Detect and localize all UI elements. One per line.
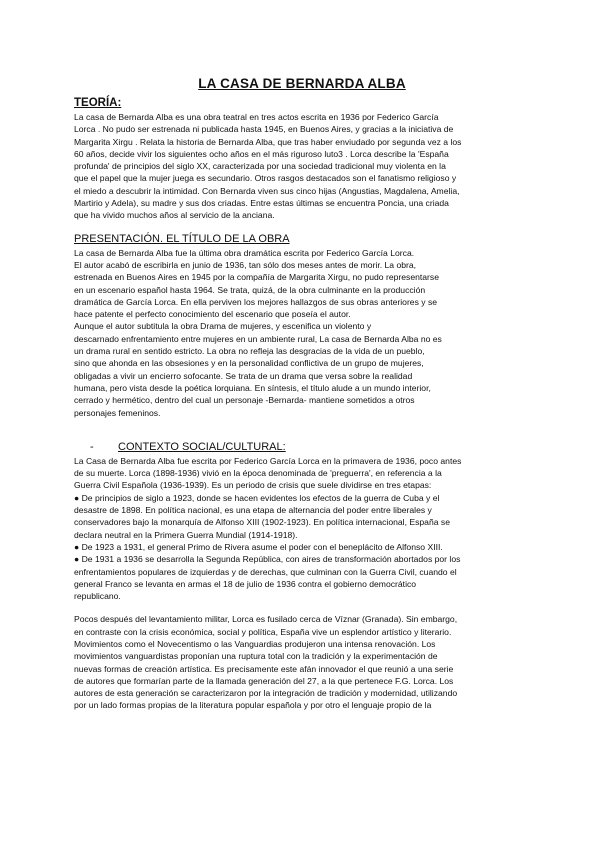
- paragraph-line: Lorca . No pudo ser estrenada ni publicada hasta 1945, en Buenos Aires, y gracias a la iniciativa de: [74, 124, 454, 135]
- paragraph-line: por un lado formas propias de la literatura popular española y por otro el lenguaje propio de la: [74, 700, 432, 711]
- paragraph-line: Aunque el autor subtitula la obra Drama de mujeres, y escenifica un violento y: [74, 321, 372, 332]
- paragraph-line: republicano.: [74, 591, 121, 602]
- paragraph-line: hace patente el perfecto conocimiento del escenario que poseía el autor.: [74, 309, 351, 320]
- paragraph-line: un drama rural en sentido estricto. La obra no refleja las desgracias de la vida de un pueblo,: [74, 346, 425, 357]
- paragraph-line: La casa de Bernarda Alba fue la última obra dramática escrita por Federico García Lorca.: [74, 247, 415, 258]
- paragraph-line: de su muerte. Lorca (1898-1936) vivió en la época denominada de 'preguerra', en referencia a la: [74, 468, 442, 479]
- paragraph-line: el miedo a descubrir la intimidad. Con Bernarda viven sus cinco hijas (Angustias, Magdalena, Amelia,: [74, 185, 460, 196]
- teoria-paragraph: [74, 111, 530, 222]
- document-title: LA CASA DE BERNARDA ALBA: [198, 76, 406, 91]
- contexto-heading-row: [90, 441, 530, 453]
- paragraph-line: 60 años, decide vivir los siguientes ocho años en el más riguroso luto3 . Lorca describe la 'España: [74, 148, 449, 159]
- paragraph-line: Pocos después del levantamiento militar, Lorca es fusilado cerca de Víznar (Granada). Sin embargo,: [74, 614, 458, 625]
- paragraph-line: declara neutral en la Primera Guerra Mundial (1914-1918).: [74, 529, 298, 540]
- paragraph-line: nuevas formas de creación artística. Es precisamente este afán innovador el que reunió a una serie: [74, 663, 454, 674]
- paragraph-line: de autores que formarían parte de la llamada generación del 27, a la que pertenece F.G. Lorca. Los: [74, 675, 454, 686]
- paragraph-line: descarnado enfrentamiento entre mujeres en un ambiente rural, La casa de Bernarda Alba no es: [74, 333, 442, 344]
- paragraph-line: profunda' de principios del siglo XX, caracterizada por una sociedad tradicional muy violenta en la: [74, 161, 446, 172]
- paragraph-line: La Casa de Bernarda Alba fue escrita por Federico García Lorca en la primavera de 1936, poco antes: [74, 455, 462, 466]
- list-dash: -: [90, 440, 94, 453]
- paragraph-line: Movimientos como el Novecentismo o las Vanguardias produjeron una intensa renovación. Los: [74, 638, 436, 649]
- paragraph-line: dramática de García Lorca. En ella perviven los mejores hallazgos de sus obras anteriores y se: [74, 296, 438, 307]
- presentacion-heading: PRESENTACIÓN. EL TÍTULO DE LA OBRA: [74, 232, 290, 245]
- paragraph-line: Margarita Xirgu . Relata la historia de Bernarda Alba, que tras haber enviudado por segunda vez a los: [74, 136, 462, 147]
- paragraph-line: estrenada en Buenos Aires en 1945 por la compañía de Margarita Xirgu, no pudo representarse: [74, 272, 439, 283]
- teoria-heading: TEORÍA:: [74, 97, 122, 109]
- contexto-paragraph: [74, 455, 530, 603]
- paragraph-line: La casa de Bernarda Alba es una obra teatral en tres actos escrita en 1936 por Federico García: [74, 112, 439, 122]
- paragraph-line: conservadores bajo la monarquía de Alfonso XIII (1902-1923). En política internacional, España se: [74, 517, 450, 528]
- paragraph-line: personajes femeninos.: [74, 407, 161, 418]
- paragraph-line: movimientos vanguardistas proponían una ruptura total con la tradición y la experimentación de: [74, 651, 438, 662]
- paragraph-line: Martirio y Adela), su madre y sus dos criadas. Entre estas últimas se encuentra Poncia, una criada: [74, 198, 449, 209]
- paragraph-line: sino que ahonda en las obsesiones y en la personalidad conflictiva de un grupo de mujeres,: [74, 358, 424, 369]
- paragraph-line: humana, pero vista desde la poética lorquiana. En síntesis, el título alude a un mundo interior,: [74, 382, 431, 393]
- contexto-paragraph-2: [74, 613, 530, 711]
- bullet-line: ● De 1931 a 1936 se desarrolla la Segunda República, con aires de transformación abortados por los: [74, 554, 461, 565]
- paragraph-line: enfrentamientos populares de izquierdas y de derechas, que culminan con la Guerra Civil, cuando el: [74, 566, 457, 577]
- paragraph-line: que ha vivido muchos años al servicio de la anciana.: [74, 210, 275, 221]
- document-page: [74, 76, 530, 712]
- bullet-line: ● De principios de siglo a 1923, donde se hacen evidentes los efectos de la guerra de Cuba y el: [74, 492, 440, 503]
- bullet-line: ● De 1923 a 1931, el general Primo de Rivera asume el poder con el beneplácito de Alfonso XIII.: [74, 541, 443, 552]
- paragraph-line: Guerra Civil Española (1936-1939). Es un periodo de crisis que suele dividirse en tres etapas:: [74, 480, 432, 491]
- contexto-heading: CONTEXTO SOCIAL/CULTURAL:: [118, 440, 286, 453]
- paragraph-line: autores de esta generación se caracterizaron por la integración de tradición y modernidad, utilizando: [74, 688, 458, 699]
- paragraph-line: obligadas a vivir un encierro sofocante. Se trata de un drama que versa sobre la realidad: [74, 370, 413, 381]
- paragraph-line: El autor acabó de escribirla en junio de 1936, tan sólo dos meses antes de morir. La obra,: [74, 259, 417, 270]
- paragraph-line: cerrado y hermético, dentro del cual un personaje -Bernarda- mantiene sometidos a otros: [74, 395, 415, 406]
- paragraph-line: general Franco se levanta en armas el 18 de julio de 1936 contra el gobierno democrático: [74, 578, 417, 589]
- paragraph-line: desastre de 1898. En política nacional, es una etapa de alternancia del poder entre liberales y: [74, 505, 432, 516]
- paragraph-line: que el papel que la mujer juega es secundario. Otros rasgos destacados son el fanatismo religioso y: [74, 173, 457, 184]
- presentacion-paragraph: [74, 247, 530, 419]
- paragraph-line: en contraste con la crisis económica, social y política, España vive un esplendor artístico y literario.: [74, 626, 452, 637]
- paragraph-line: en un escenario español hasta 1964. Se trata, quizá, de la obra culminante en la producción: [74, 284, 426, 295]
